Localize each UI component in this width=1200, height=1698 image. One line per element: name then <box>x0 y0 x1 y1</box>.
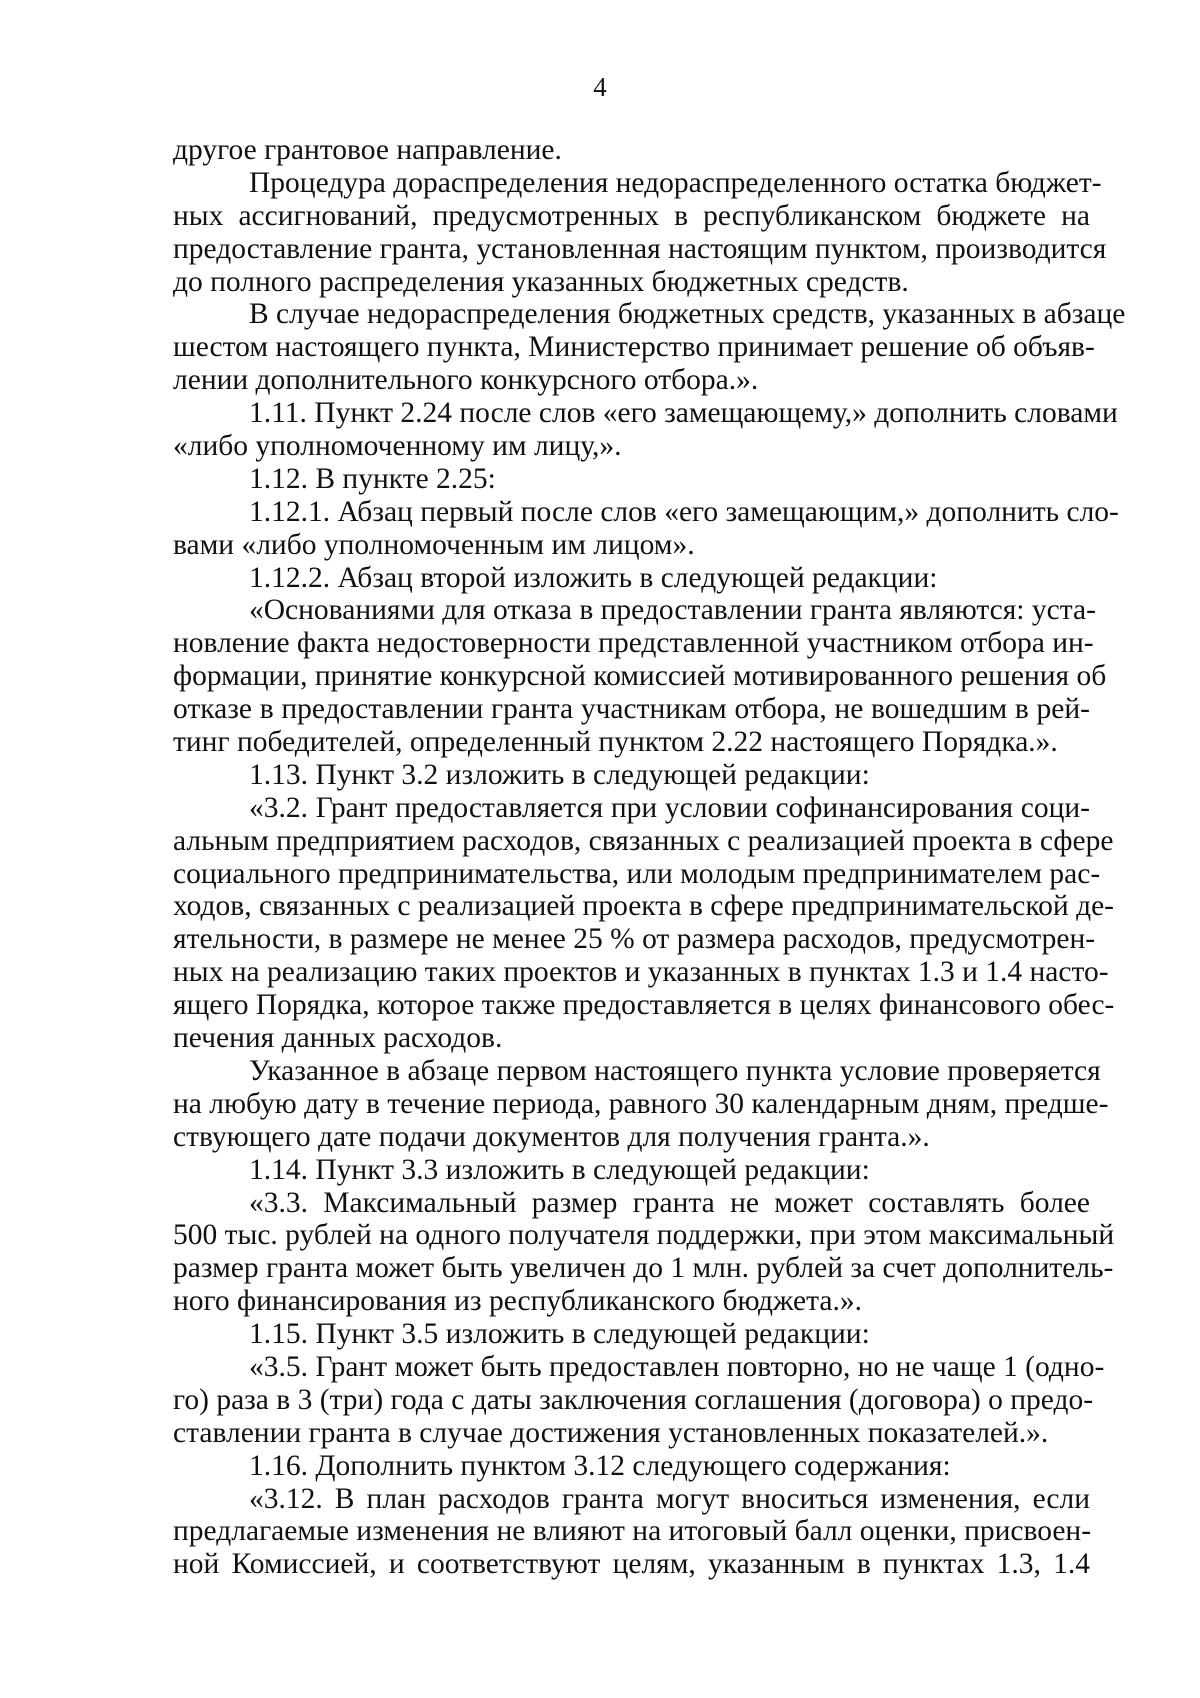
text-line: 1.12. В пункте 2.25: <box>249 462 496 495</box>
text-line: «3.12. В план расходов гранта могут вноситься изменения, если <box>249 1482 1090 1515</box>
text-line: другое грантовое направление. <box>173 134 562 166</box>
text-line: отказе в предоставлении гранта участникам отбора, не вошедшим в рей- <box>173 693 1090 726</box>
text-line: 1.12.1. Абзац первый после слов «его замещающим,» дополнить сло- <box>249 495 1119 528</box>
text-line: формации, принятие конкурсной комиссией мотивированного решения об <box>173 660 1107 693</box>
text-line: социального предпринимательства, или молодым предпринимателем рас- <box>173 857 1101 890</box>
text-line: ставлении гранта в случае достижения установленных показателей.». <box>173 1416 1049 1449</box>
text-line: тинг победителей, определенный пунктом 2.22 настоящего Порядка.». <box>173 726 1058 759</box>
text-line: «Основаниями для отказа в предоставлении гранта являются: уста- <box>249 594 1096 627</box>
text-line: печения данных расходов. <box>173 1022 503 1055</box>
text-line: предлагаемые изменения не влияют на итоговый балл оценки, присвоен- <box>173 1515 1092 1548</box>
text-line: 1.13. Пункт 3.2 изложить в следующей редакции: <box>249 758 870 791</box>
text-line: новление факта недостоверности представленной участником отбора ин- <box>173 627 1094 660</box>
text-line: 1.16. Дополнить пунктом 3.12 следующего содержания: <box>249 1449 951 1482</box>
text-line: 1.14. Пункт 3.3 изложить в следующей редакции: <box>249 1153 870 1186</box>
text-line: Процедура дораспределения недораспределенного остатка бюджет- <box>249 166 1102 199</box>
text-line: на любую дату в течение периода, равного 30 календарным дням, предше- <box>173 1087 1109 1120</box>
text-line: «либо уполномоченному им лицу,». <box>173 430 622 463</box>
text-line: В случае недораспределения бюджетных средств, указанных в абзаце <box>249 298 1126 331</box>
text-line: размер гранта может быть увеличен до 1 млн. рублей за счет дополнитель- <box>173 1252 1114 1285</box>
text-line: лении дополнительного конкурсного отбора.». <box>173 364 759 397</box>
text-line: до полного распределения указанных бюджетных средств. <box>173 265 909 298</box>
page-number: 4 <box>593 72 607 102</box>
text-line: 1.12.2. Абзац второй изложить в следующей редакции: <box>249 561 938 594</box>
text-line: ного финансирования из республиканского бюджета.». <box>173 1285 862 1318</box>
text-line: ных ассигнований, предусмотренных в республиканском бюджете на <box>173 199 1090 232</box>
text-line: 1.15. Пункт 3.5 изложить в следующей редакции: <box>249 1318 870 1351</box>
text-line: Указанное в абзаце первом настоящего пункта условие проверяется <box>249 1054 1101 1087</box>
text-line: «3.2. Грант предоставляется при условии софинансирования соци- <box>249 791 1090 824</box>
text-line: ных на реализацию таких проектов и указанных в пунктах 1.3 и 1.4 насто- <box>173 956 1109 989</box>
text-line: го) раза в 3 (три) года с даты заключения соглашения (договора) о предо- <box>173 1383 1094 1416</box>
text-line: «3.5. Грант может быть предоставлен повторно, но не чаще 1 (одно- <box>249 1350 1105 1383</box>
text-line: альным предприятием расходов, связанных с реализацией проекта в сфере <box>173 824 1114 857</box>
text-line: шестом настоящего пункта, Министерство принимает решение об объяв- <box>173 331 1095 364</box>
text-line: ствующего дате подачи документов для получения гранта.». <box>173 1120 930 1153</box>
text-line: ятельности, в размере не менее 25 % от размера расходов, предусмотрен- <box>173 923 1096 956</box>
text-line: ной Комиссией, и соответствуют целям, указанным в пунктах 1.3, 1.4 <box>173 1548 1090 1581</box>
body-text <box>173 134 1126 1581</box>
text-line: 1.11. Пункт 2.24 после слов «его замещающему,» дополнить словами <box>249 397 1118 430</box>
text-line: вами «либо уполномоченным им лицом». <box>173 528 695 561</box>
text-line: «3.3. Максимальный размер гранта не может составлять более <box>249 1186 1090 1219</box>
text-line: ящего Порядка, которое также предоставляется в целях финансового обес- <box>173 989 1115 1022</box>
text-line: ходов, связанных с реализацией проекта в сфере предпринимательской де- <box>173 890 1115 923</box>
text-line: 500 тыс. рублей на одного получателя поддержки, при этом максимальный <box>173 1219 1115 1252</box>
text-line: предоставление гранта, установленная настоящим пунктом, производится <box>173 232 1107 265</box>
